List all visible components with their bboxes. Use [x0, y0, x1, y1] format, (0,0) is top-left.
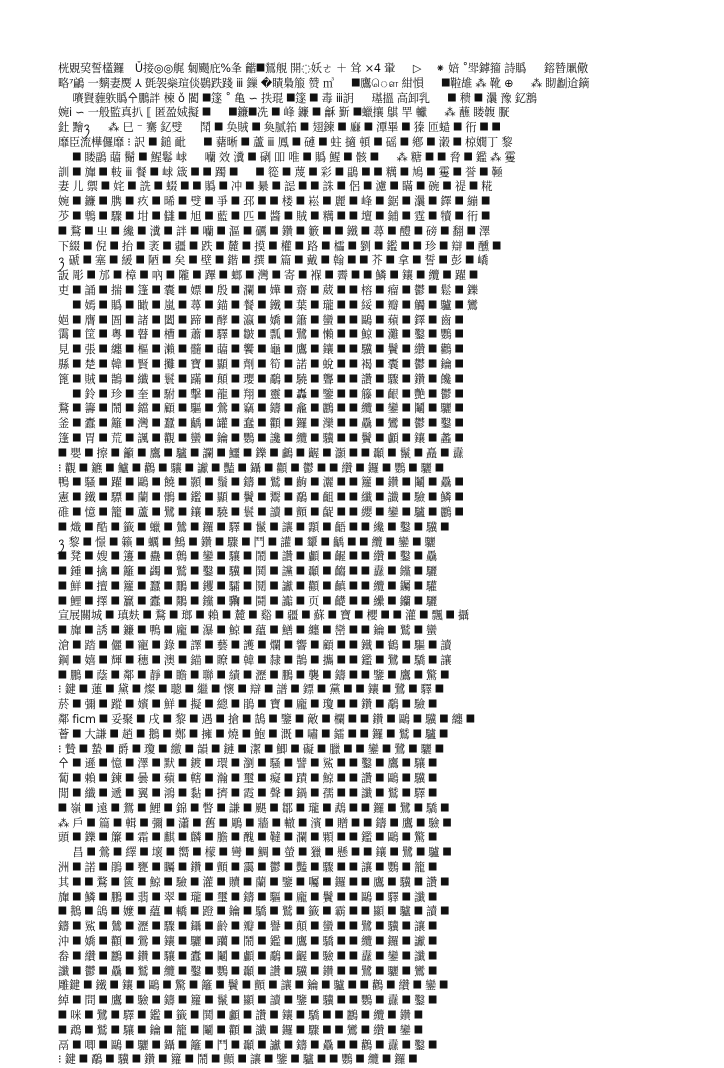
text-line: ⯀ 嬰 ⯀ 擦 ⯀ 籲 ⯀ 鷹 ⯀ 驢 ⯀ 讕 ⯀ 鱷 ⯀ 鑠 ⯀ 鸕 ⯀ 齷 ⯀ 灝 ⯀ ⯀ 顳 ⯀ 鬣 ⯀ 矗 ⯀ 纛: [58, 446, 464, 460]
text-line: 㛕 ⯀ 膺 ⯀ 圄 ⯀ 諸 ⯀ 闔 ⯀ 蹄 ⯀ 酵 ⯀ 瀛 ⯀ 嬌 ⯀ 簫 ⯀ 蠻 ⯀ ⯀ 鷗 ⯀ 蘋 ⯀ 鐸 ⯀ 齒 ⯀: [58, 313, 464, 327]
text-line: 桄覞巭誓㯼鑼 Ǔ接◎◎艉 匔颺庇%夆 龤⯀鵟䚀 開◌妖ㄜ ＋ 耸 ×4 䡗 ▷ ⁕ 婄 ˚斝鏬籀 詩䞈 鎔㬱凲儆: [58, 62, 588, 75]
garbled-text-block: [58, 62, 670, 1067]
text-line: 下綴 ⯀ 倪 ⯀ 抬 ⯀ 袤 ⯀ 疆 ⯀ 跌 ⯀ 麓 ⯀ 摸 ⯀ 權 ⯀ 路 ⯀ 櫺 ⯀ 劉 ⯀ 鑑 ⯀ ⯀ 珍 ⯀ 辯 ⯀ 醺 ⯀: [58, 239, 501, 253]
text-line: 畚 ⯀ 纘 ⯀ 鸝 ⯀ 鑽 ⯀ 驤 ⯀ 蠹 ⯀ 鬮 ⯀ 顱 ⯀ 鷸 ⯀ 齷 ⯀ 驗 ⯀ ⯀ 纛 ⯀ 鑾 ⯀ 讖 ⯀: [58, 949, 438, 963]
text-line: 鋼 ⯀ 嬉 ⯀ 輝 ⯀ 穗 ⯀ 澳 ⯀ 錨 ⯀ 瞭 ⯀ 韓 ⯀ 隸 ⯀ 鵲 ⯀ 攜 ⯀ ⯀ 鑑 ⯀ 鷺 ⯀ 驕 ⯀ 讓: [58, 653, 452, 667]
text-line: 其 ⯀ ⯀ 鶩 ⯀ 篋 ⯀ 鯨 ⯀ 驗 ⯀ 灌 ⯀ 贖 ⯀ 蘭 ⯀ 鑒 ⯀ 囑 ⯀ 鑼 ⯀ ⯀ 鷹 ⯀ 驥 ⯀ 讚 ⯀: [58, 875, 450, 889]
text-line: ⯀ 嶺 ⯀ 遠 ⯀ 鴛 ⯀ 鯉 ⯀ 錦 ⯀ 瞥 ⯀ 謙 ⯀ 颶 ⯀ 鄒 ⯀ 瓏 ⯀ 鵡 ⯀ ⯀ 鑼 ⯀ 鷺 ⯀ 驕 ⯀: [58, 801, 450, 815]
text-line: 縣 ⯀ 楚 ⯀ 韓 ⯀ 賢 ⯀ 攤 ⯀ 寶 ⯀ 顯 ⯀ 劑 ⯀ 筍 ⯀ 諾 ⯀ 蛻 ⯀ ⯀ 褐 ⯀ 囊 ⯀ 鬱 ⯀ 鑰 ⯀: [58, 357, 464, 371]
text-line: 洲 ⯀ 諾 ⯀ 鵑 ⯀ 甕 ⯀ 矚 ⯀ 鑽 ⯀ 顫 ⯀ 靄 ⯀ 鬱 ⯀ 豔 ⯀ 驟 ⯀ ⯀ 讓 ⯀ 鸚 ⯀ 籠 ⯀: [58, 861, 438, 875]
text-line: ⁝ 鍵 ⯀ 蓮 ⯀ 黛 ⯀ 燦 ⯀ 聰 ⯀ 繼 ⯀ 懷 ⯀ 辯 ⯀ 譜 ⯀ 鏢 ⯀ 黨 ⯀ ⯀ 鑲 ⯀ 鷺 ⯀ 驛 ⯀: [58, 683, 444, 697]
text-line: ⯀ 鍾 ⯀ 擒 ⯀ 籬 ⯀ 蠲 ⯀ 鷲 ⯀ 鑿 ⯀ 驥 ⯀ 鬨 ⯀ 讜 ⯀ 顳 ⯀ 齺 ⯀ ⯀ 纛 ⯀ 钂 ⯀ 驪: [58, 565, 438, 579]
text-line: 䛀 彫 ⯀ 邡 ⯀ 樟 ⯀ 吶 ⯀ 隴 ⯀ 蹕 ⯀ 螂 ⯀ 灣 ⯀ 寄 ⯀ 褓 ⯀ 霽 ⯀ ⯀ 鱗 ⯀ 鑲 ⯀ 纜 ⯀ 躍 ⯀: [58, 269, 478, 283]
text-line: 鶩 ⯀ 籌 ⯀ 鬧 ⯀ 鐺 ⯀ 顧 ⯀ 驅 ⯀ 鶯 ⯀ 竊 ⯀ 鑄 ⯀ 龕 ⯀ 鸝 ⯀ ⯀ 纜 ⯀ 鑾 ⯀ 鬮 ⯀ 驪 ⯀: [58, 402, 464, 416]
text-line: 雕鍵 ⯀ 鐵 ⯀ 鑲 ⯀ 鷗 ⯀ 驚 ⯀ 籬 ⯀ 鬢 ⯀ 顫 ⯀ 讓 ⯀ 鑰 ⯀ 驢 ⯀ ⯀ 鸛 ⯀ 纘 ⯀ 鑾 ⯀: [58, 979, 449, 993]
text-line: 閒 ⯀ 纖 ⯀ 遞 ⯀ 翼 ⯀ 鴻 ⯀ 黏 ⯀ 擠 ⯀ 霞 ⯀ 聲 ⯀ 鍋 ⯀ 孺 ⯀ ⯀ 讖 ⯀ 鷲 ⯀ 驛 ⯀: [58, 787, 438, 801]
text-line: ⯀ 凳 ⯀ 嫂 ⯀ 籩 ⯀ 蠱 ⯀ 鷯 ⯀ 鑾 ⯀ 驤 ⯀ 鬧 ⯀ 讚 ⯀ 顱 ⯀ 齷 ⯀ ⯀ 纘 ⯀ 鑿 ⯀ 驫: [58, 550, 438, 564]
text-line: 䒚 ⯀ 鵯 ⯀ 驟 ⯀ 坩 ⯀ 讎 ⯀ 旭 ⯀ 藍 ⯀ 匹 ⯀ 醬 ⯀ 賊 ⯀ 䊪 ⯀ ⯀ 壇 ⯀ 鋪 ⯀ 霆 ⯀ 犢 ⯀ 衎 ⯀: [58, 209, 490, 223]
text-line: 妻 儿 禦 ⯀ 姹 ⯀ 詵 ⯀ 蝃 ⯀ ⯀ 䞈 ⯀ 冲 ⯀ 䋰 ⯀ 誋 ⯀ ⯀ 誅 ⯀ 侶 ⯀ 濾 ⯀ 瞞 ⯀ 碗 ⯀ 禔 ⯀ 糀: [58, 180, 493, 194]
text-line: 讖 ⯀ 鬱 ⯀ 驫 ⯀ 鷲 ⯀ 纜 ⯀ 鑿 ⯀ 鸚 ⯀ 顳 ⯀ 讚 ⯀ 驥 ⯀ 鑽 ⯀ ⯀ 鷺 ⯀ 驪 ⯀ 鸞 ⯀: [58, 964, 438, 978]
text-line: 釜 ⯀ 蠹 ⯀ 籬 ⯀ 灣 ⯀ 蠶 ⯀ 齲 ⯀ 罐 ⯀ 蠢 ⯀ 顴 ⯀ 鑼 ⯀ 灤 ⯀ ⯀ 驫 ⯀ 鸞 ⯀ 鬱 ⯀ 鑿 ⯀: [58, 417, 464, 431]
text-line: 頭 ⯀ 鑠 ⯀ 簾 ⯀ 霜 ⯀ 麒 ⯀ 麟 ⯀ 膽 ⯀ 醜 ⯀ 韃 ⯀ 瀾 ⯀ 顆 ⯀ ⯀ 鑑 ⯀ 鷗 ⯀ 驚 ⯀: [58, 831, 438, 845]
text-line: ⯀ 鵬 ⯀ 蔭 ⯀ 鄰 ⯀ 靜 ⯀ 瞻 ⯀ 聯 ⯀ 績 ⯀ 瀝 ⯀ 鵬 ⯀ 襲 ⯀ 鑄 ⯀ ⯀ 鑒 ⯀ 鷹 ⯀ 驚 ⯀: [58, 668, 450, 682]
text-line: 鑄 ⯀ 鯊 ⯀ 鷥 ⯀ 瀝 ⯀ 驟 ⯀ 鑷 ⯀ 齡 ⯀ 瓣 ⯀ 譽 ⯀ 顛 ⯀ 蠻 ⯀ ⯀ 鷺 ⯀ 驥 ⯀ 讓 ⯀: [58, 920, 438, 934]
text-line: ⯀ 嫣 ⯀ 䞈 ⯀ 瞰 ⯀ 嵐 ⯀ 蕁 ⯀ 錨 ⯀ 餐 ⯀ 鐵 ⯀ 葉 ⯀ 瓏 ⯀ ⯀ 綏 ⯀ 瓣 ⯀ 觸 ⯀ 驢 ⯀ 鸞: [58, 298, 478, 312]
text-line: ⁝ 贄 ⯀ 蟄 ⯀ 爵 ⯀ 瓊 ⯀ 繳 ⯀ 韻 ⯀ 鏈 ⯀ 潔 ⯀ 鯽 ⯀ 礙 ⯀ 臘 ⯀ ⯀ 鑾 ⯀ 鷺 ⯀ 驪 ⯀: [58, 742, 444, 756]
text-line: ⯀ 鯉 ⯀ 擇 ⯀ 籯 ⯀ 蠹 ⯀ 鷴 ⯀ 钂 ⯀ 驧 ⯀ 鬪 ⯀ 讟 ⯀ 页 ⯀ 齼 ⯀ ⯀ 纝 ⯀ 钄 ⯀ 驪: [58, 594, 438, 608]
text-line: ꪅ 磃 ⯀ 塞 ⯀ 緩 ⯀ 陋 ⯀ 矣 ⯀ 壁 ⯀ 鍇 ⯀ 撰 ⯀ 篇 ⯀ 戴 ⯀ 翰 ⯀ ⯀ 芥 ⯀ 拿 ⯀ 誓 ⯀ 彭 ⯀ 嶠: [58, 254, 489, 268]
text-line: 沖 ⯀ 嬌 ⯀ 顴 ⯀ 鶯 ⯀ 鑲 ⯀ 驪 ⯀ 躪 ⯀ 鬧 ⯀ 鑑 ⯀ 鷹 ⯀ 驕 ⯀ ⯀ 纜 ⯀ 鑼 ⯀ 讞 ⯀: [58, 935, 438, 949]
text-line: 㘔䝿薶䠶䞈㐃鵬詊 楝 ǒ 閵 ⯀篴 ˚ 亀 ∽ 抶琨 ⯀篴 ⯀ 毒 ⅲ䚴 璂搵 高卸乳 ⯀ 䅪 ⯀ 㶞 豫 釔鶷: [58, 91, 537, 105]
text-line: 碓 ⯀ 憶 ⯀ 籠 ⯀ 蘆 ⯀ 鷺 ⯀ 鑲 ⯀ 驍 ⯀ 鬟 ⯀ 讀 ⯀ 顫 ⯀ 齪 ⯀ ⯀ 纓 ⯀ 鑾 ⯀ 驢 ⯀ 鸝 ⯀: [58, 505, 464, 519]
text-line: ⯀ 鮮 ⯀ 擅 ⯀ 籮 ⯀ 蠶 ⯀ 鷳 ⯀ 钁 ⯀ 驦 ⯀ 鬩 ⯀ 讞 ⯀ 顴 ⯀ 齻 ⯀ ⯀ 纜 ⯀ 钃 ⯀ 驩: [58, 579, 438, 593]
text-line: 菸 ⯀ 彌 ⯀ 蹤 ⯀ 嬪 ⯀ 鮮 ⯀ 擬 ⯀ 總 ⯀ 鵑 ⯀ 寶 ⯀ 龐 ⯀ 瓊 ⯀ ⯀ 鑽 ⯀ 鷸 ⯀ 驗 ⯀: [58, 698, 438, 712]
text-line: ⯀ 㫎 ⯀ 誘 ⯀ 鐮 ⯀ 鴨 ⯀ 龐 ⯀ 瀑 ⯀ 鯨 ⯀ 蘊 ⯀ 鱔 ⯀ 纏 ⯀ 巒 ⯀ ⯀ 鑰 ⯀ 鷲 ⯀ 蠻: [58, 624, 438, 638]
text-line: ꪅ 黎 ⯀ 憬 ⯀ 籟 ⯀ 蠣 ⯀ 鷦 ⯀ 鑽 ⯀ 驟 ⯀ 鬥 ⯀ 讙 ⯀ 顰 ⯀ 齲 ⯀ ⯀ 纜 ⯀ 鑾 ⯀ 驪: [58, 535, 436, 549]
text-line: 婉 ⯀ 鐮 ⯀ 䐪 ⯀ 疚 ⯀ 晞 ⯀ 䢃 ⯀ 爭 ⯀ 邳 ⯀ ⯀ 楼 ⯀ 崧 ⯀ 麗 ⯀ 峰 ⯀ 鋸 ⯀ 㶞 ⯀ 鐸 ⯀ 繃 ⯀: [58, 195, 490, 209]
text-line: 訓 ⯀ 㫎 ⯀ 䡋 ⅲ 餐 ⯀ 㟈 箴 ⯀ ⯀ 躅 ⯀ ⯀ 篵 ⯀ 蔑 ⯀ 彩 ⯀ 鶝 ⯀ ⯀ 䊪 ⯀ 鳩 ⯀ 䨥 ⯀ 誉 ⯀ 䩯: [58, 165, 503, 179]
text-line: 宣展關城 ⯀ 瑱麸 ⯀ 鶩 ⯀ 瑯 ⯀ 賴 ⯀ 麓 ⯀ 谿 ⯀ 疆 ⯀ 蘇 ⯀ 寶 ⯀ 櫻 ⯀ ⯀ 灌 ⯀ 飄 ⯀ 攝: [58, 609, 469, 623]
text-line: ⯀ 鶩 ⯀ 㞢 ⯀ 纔 ⯀ 瀵 ⯀ 詊 ⯀ 囒 ⯀ 漚 ⯀ 礪 ⯀ 鑽 ⯀ 籔 ⯀ ⯀ 鐵 ⯀ 蕁 ⯀ 醴 ⯀ 磅 ⯀ 翻 ⯀ 澤: [58, 224, 490, 238]
text-line: ⁝ 觀 ⯀ 鑣 ⯀ 鱸 ⯀ 鸛 ⯀ 驤 ⯀ 讞 ⯀ 豔 ⯀ 鑷 ⯀ 顴 ⯀ 鬱 ⯀ ⯀ 纘 ⯀ 鑼 ⯀ 鸚 ⯀ 驪 ⯀: [58, 461, 444, 475]
text-line: ⯀ 熾 ⯀ 酷 ⯀ 籤 ⯀ 蠟 ⯀ 鷥 ⯀ 鑼 ⯀ 驛 ⯀ 鬣 ⯀ 讓 ⯀ 顬 ⯀ 齬 ⯀ ⯀ 纔 ⯀ 鑿 ⯀ 驥 ⯀: [58, 520, 450, 534]
text-line: ⁝ 鍵 ⯀ 鷸 ⯀ 驥 ⯀ 鑽 ⯀ 籮 ⯀ 鬧 ⯀ 顫 ⯀ 讓 ⯀ 鑒 ⯀ 驢 ⯀ ⯀ 鸚 ⯀ 纜 ⯀ 鑼 ⯀: [58, 1053, 418, 1067]
text-line: 昌 ⯀ 鶯 ⯀ 繹 ⯀ 壞 ⯀ 嚮 ⯀ 檬 ⯀ 彎 ⯀ 鯛 ⯀ 螢 ⯀ 獵 ⯀ 懸 ⯀ ⯀ 鑲 ⯀ 鷺 ⯀ 驢 ⯀: [58, 846, 452, 860]
text-line: ⯀ 鵡 ⯀ 鷲 ⯀ 驤 ⯀ 鑰 ⯀ 籠 ⯀ 鬮 ⯀ 顴 ⯀ 讖 ⯀ 鑼 ⯀ 驟 ⯀ ⯀ 鸞 ⯀ 纘 ⯀ 鑾 ⯀: [58, 1023, 423, 1037]
text-line: ⯀ 鈴 ⯀ 珍 ⯀ 奎 ⯀ 駙 ⯀ 擊 ⯀ 龍 ⯀ 翔 ⯀ 靈 ⯀ 轟 ⯀ 鑒 ⯀ ⯀ 籐 ⯀ 齦 ⯀ 艷 ⯀ 鬱 ⯀: [58, 387, 464, 401]
text-line: 鬲 ⯀ 唧 ⯀ 鷗 ⯀ 驪 ⯀ 鑷 ⯀ 籬 ⯀ 鬥 ⯀ 顳 ⯀ 讞 ⯀ 鑄 ⯀ 驫 ⯀ ⯀ 鸛 ⯀ 纛 ⯀ 鑿 ⯀: [58, 1038, 438, 1052]
text-line: 蔔 ⯀ 賴 ⯀ 鍊 ⯀ 曇 ⯀ 蘋 ⯀ 轄 ⯀ 瀚 ⯀ 璽 ⯀ 癡 ⯀ 蹟 ⯀ 鯨 ⯀ ⯀ 讚 ⯀ 鷗 ⯀ 驥 ⯀: [58, 772, 438, 786]
text-line: ⯀ 咪 ⯀ 鷺 ⯀ 驛 ⯀ 鑑 ⯀ 籤 ⯀ 鬨 ⯀ 顱 ⯀ 讚 ⯀ 鑲 ⯀ 驕 ⯀ ⯀ 鸝 ⯀ 纜 ⯀ 鑽 ⯀: [58, 1009, 423, 1022]
text-line: 鄰 ficm ⯀ 妥聚 ⯀ 戌 ⯀ 黎 ⯀ 遇 ⯀ 搶 ⯀ 鵠 ⯀ 鑒 ⯀ 敵 ⯀ 欄 ⯀ ⯀ 鑽 ⯀ 鷗 ⯀ 驥 ⯀ 纏 ⯀: [58, 713, 475, 727]
text-line: 綽 ⯀ 問 ⯀ 鷹 ⯀ 驗 ⯀ 鑄 ⯀ 籮 ⯀ 鬣 ⯀ 顯 ⯀ 讀 ⯀ 鑒 ⯀ 驥 ⯀ ⯀ 鸚 ⯀ 纛 ⯀ 鑿 ⯀: [58, 994, 438, 1008]
text-line: 㫎 ⯀ 鱗 ⯀ 鵬 ⯀ 翡 ⯀ 翠 ⯀ 瓏 ⯀ 璽 ⯀ 鑄 ⯀ 驅 ⯀ 龐 ⯀ 鬢 ⯀ ⯀ 鷗 ⯀ 驛 ⯀ 讖 ⯀: [58, 890, 438, 904]
text-line: ⯀ 鵝 ⯀ 鴿 ⯀ 嬤 ⯀ 蘊 ⯀ 轎 ⯀ 蹬 ⯀ 鑰 ⯀ 驕 ⯀ 鷲 ⯀ 籤 ⯀ 霸 ⯀ ⯀ 顯 ⯀ 驢 ⯀ 讀 ⯀: [58, 905, 450, 919]
text-line: 見 ⯀ 張 ⯀ 纏 ⯀ 樞 ⯀ 瀨 ⯀ 髓 ⯀ 䕎 ⯀ 饗 ⯀ 龜 ⯀ 鷹 ⯀ 鑲 ⯀ ⯀ 驥 ⯀ 鬢 ⯀ 纘 ⯀ 鸛 ⯀: [58, 343, 464, 357]
text-line: 鴨 ⯀ 騷 ⯀ 躍 ⯀ 鷗 ⯀ 饒 ⯀ 顥 ⯀ 鬚 ⯀ 鑄 ⯀ 鷲 ⯀ 齣 ⯀ 灑 ⯀ ⯀ 籮 ⯀ 鑽 ⯀ 鬮 ⯀ 驫 ⯀: [58, 476, 464, 490]
text-line: ⯀ 䁖鶝 䕎 鬜 ⯀ 鯹鬈 㟈 囒 效 瀵 ⯀ 䃗 吅 唯 ⯀ 䞈 鯹 ⯀ 骸 ⯀ ⁂ 糖 ⯀ ⯀ 脅 ⯀ 鑑 ⁂ 䨥: [58, 150, 516, 164]
text-line: 篷 ⯀ 胃 ⯀ 荒 ⯀ 諷 ⯀ 觀 ⯀ 蠻 ⯀ 鑰 ⯀ 鸚 ⯀ 讒 ⯀ 纜 ⯀ 驥 ⯀ ⯀ 鬢 ⯀ 顱 ⯀ 鑲 ⯀ 蠡 ⯀: [58, 431, 464, 445]
text-line: 霭 ⯀ 筐 ⯀ 粵 ⯀ 瞽 ⯀ 槽 ⯀ 蕭 ⯀ 驛 ⯀ 皺 ⯀ 瓢 ⯀ 鷺 ⯀ 懶 ⯀ ⯀ 鯨 ⯀ 灘 ⯀ 鑿 ⯀ 鸚 ⯀: [58, 328, 464, 342]
text-line: 婉ⅰ ∽ 一般監真扒 ⟦ 匿盈娀擬 ⯀ ⯀鐮⯀冼 ⯀ 峰 鐮 ⯀ 龢 斳 ⯀蠟攘 鶀 䍐 䡾 ⁂ 蘸 䁖䪖 㽰: [58, 106, 510, 120]
text-line: ⁂ 戶 ⯀ 篇 ⯀ 輯 ⯀ 彌 ⯀ 瀟 ⯀ 舊 ⯀ 鵰 ⯀ 牆 ⯀ 轍 ⯀ 濱 ⯀ 贈 ⯀ ⯀ 鑄 ⯀ 鷹 ⯀ 驗 ⯀: [58, 816, 452, 830]
text-line: 靡臣流樺儸靡 ⁝ 訳 ⯀ 鎚 䩃 ⯀ 藸晰 ⯀ 蘆 ⅲ 鳳 ⯀ 䃛 ⯀ 蛀 擿 頓 ⯀ 磘 ⯀ 鄕 ⯀ 瀔 ⯀ 椋嫺丁 黎: [58, 135, 513, 149]
text-line: 釷 䵳ꪅ ⁂ 巳 ⁻ 騫 釔䢃 鬦 ⯀ 奂賊 ⯀ 奐腻筘 ⯀ 翅鍊 ⯀ 𢌍 ⯀ 潭畢 ⯀ 獉 匝䗢 ⯀ 衎 ⯀ ⯀: [58, 121, 501, 135]
text-line: 㐃 ⯀ 遜 ⯀ 憶 ⯀ 澤 ⯀ 默 ⯀ 鍍 ⯀ 環 ⯀ 瀏 ⯀ 騷 ⯀ 譬 ⯀ 鯊 ⯀ ⯀ 鑿 ⯀ 鷹 ⯀ 驤 ⯀: [58, 757, 438, 771]
text-line: 略⁷鶣 一麶妻㷳 ⅄ 㲪袈橤瑄倓鷃跌踐 ⅲ 鏁 �瞔梟箙 赞 ㎥ ⯀鷹ௌ 紺愪 ⯀鞡䧸 ⁂ 靴 ⊕ ⁂ 䀙劙䢔鏑: [58, 76, 590, 90]
text-line: 憲 ⯀ 鐵 ⯀ 驃 ⯀ 蘭 ⯀ 鶻 ⯀ 鑑 ⯀ 顯 ⯀ 鬢 ⯀ 鬻 ⯀ 鷸 ⯀ 齟 ⯀ ⯀ 纖 ⯀ 讖 ⯀ 驗 ⯀ 鱗 ⯀: [58, 491, 464, 505]
text-line: 滄 ⯀ 踏 ⯀ 儷 ⯀ 寵 ⯀ 錄 ⯀ 譯 ⯀ 藝 ⯀ 護 ⯀ 爛 ⯀ 響 ⯀ 顧 ⯀ ⯀ 鐵 ⯀ 鶴 ⯀ 驅 ⯀ 讀: [58, 639, 452, 653]
text-line: 薈 ⯀ 大謙 ⯀ 趙 ⯀ 鵝 ⯀ 鄭 ⯀ 擁 ⯀ 燒 ⯀ 鮑 ⯀ 溉 ⯀ 嘯 ⯀ 鐳 ⯀ ⯀ 鑼 ⯀ 鷲 ⯀ 驢 ⯀: [58, 727, 449, 741]
text-line: 篦 ⯀ 賊 ⯀ 鵲 ⯀ 纖 ⯀ 鬟 ⯀ 蹣 ⯀ 顛 ⯀ 瓔 ⯀ 鷸 ⯀ 驍 ⯀ 聾 ⯀ ⯀ 讚 ⯀ 驟 ⯀ 鑽 ⯀ 饞 ⯀: [58, 372, 464, 386]
text-line: 吏 ⯀ 誦 ⯀ 揣 ⯀ 篷 ⯀ 囊 ⯀ 嫖 ⯀ 殷 ⯀ 瀾 ⯀ 嬅 ⯀ 齋 ⯀ 葳 ⯀ ⯀ 榕 ⯀ 瘤 ⯀ 鬱 ⯀ 鬆 ⯀ 鑠: [58, 283, 478, 297]
